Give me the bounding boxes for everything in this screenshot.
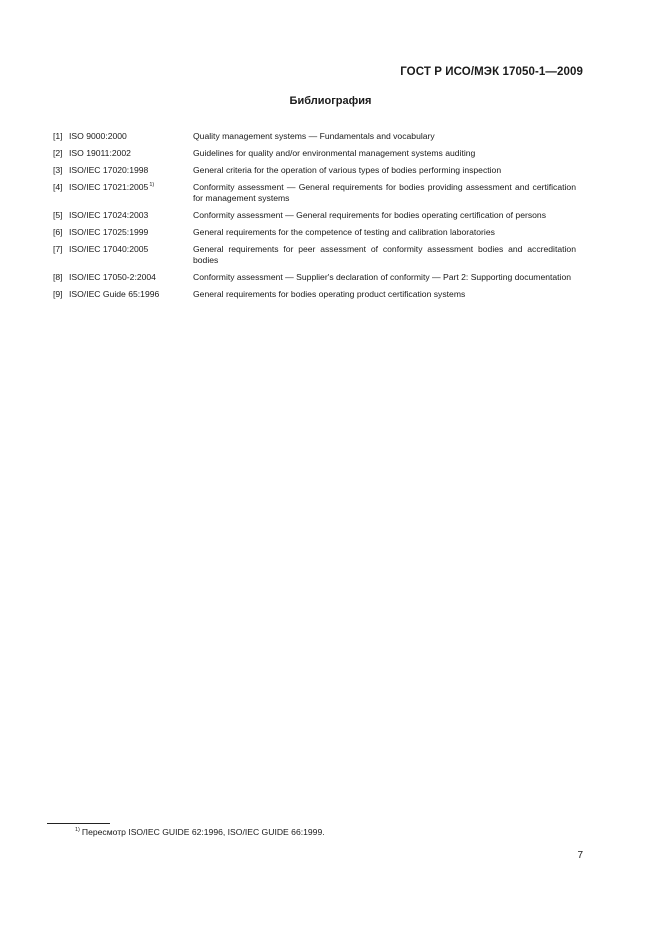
reference-number: [4] (53, 182, 63, 192)
reference-number: [9] (53, 289, 63, 299)
reference-code-text: ISO/IEC 17050-2:2004 (69, 272, 156, 282)
reference-code (69, 182, 193, 204)
reference-number: [7] (53, 244, 63, 254)
reference-item (53, 131, 576, 142)
reference-code (69, 131, 193, 142)
reference-code (69, 244, 193, 266)
reference-title: Conformity assessment — General requirements for bodies providing assessment and certification for management systems (193, 182, 576, 203)
page-number: 7 (577, 850, 583, 861)
reference-number: [2] (53, 148, 63, 158)
reference-title: Quality management systems — Fundamentals and vocabulary (193, 131, 435, 141)
reference-code-text: ISO/IEC 17024:2003 (69, 210, 149, 220)
reference-item (53, 182, 576, 204)
reference-item (53, 227, 576, 238)
footnote-separator (47, 823, 110, 824)
footnote-marker: 1) (149, 182, 155, 188)
reference-title: General requirements for peer assessment of conformity assessment bodies and accreditation bodies (193, 244, 576, 265)
reference-code-text: ISO/IEC Guide 65:1996 (69, 289, 160, 299)
reference-code (69, 165, 193, 176)
reference-title: General requirements for the competence of testing and calibration laboratories (193, 227, 495, 237)
reference-code-text: ISO/IEC 17040:2005 (69, 244, 149, 254)
reference-number: [5] (53, 210, 63, 220)
reference-code-text: ISO 19011:2002 (69, 148, 131, 158)
reference-code (69, 289, 193, 300)
reference-title: Conformity assessment — General requirements for bodies operating certification of persons (193, 210, 546, 220)
bibliography-title: Библиография (289, 95, 372, 107)
reference-title: General requirements for bodies operating product certification systems (193, 289, 466, 299)
footnote-mark: 1) (75, 827, 80, 833)
reference-code (69, 210, 193, 221)
reference-item (53, 289, 576, 300)
reference-code (69, 148, 193, 159)
reference-item (53, 210, 576, 221)
reference-item (53, 244, 576, 266)
reference-number: [8] (53, 272, 63, 282)
reference-code-text: ISO/IEC 17025:1999 (69, 227, 149, 237)
reference-item (53, 272, 576, 283)
reference-title: Conformity assessment — Supplier's declaration of conformity — Part 2: Supporting documentation (193, 272, 572, 282)
reference-number: [6] (53, 227, 63, 237)
reference-title: General criteria for the operation of various types of bodies performing inspection (193, 165, 502, 175)
reference-code-text: ISO/IEC 17020:1998 (69, 165, 149, 175)
reference-item (53, 165, 576, 176)
reference-number: [3] (53, 165, 63, 175)
document-code: ГОСТ Р ИСО/МЭК 17050-1—2009 (400, 66, 583, 78)
reference-number: [1] (53, 131, 63, 141)
reference-title: Guidelines for quality and/or environmental management systems auditing (193, 148, 476, 158)
bibliography-list (53, 131, 576, 306)
footnote-text: Пересмотр ISO/IEC GUIDE 62:1996, ISO/IEC GUIDE 66:1999. (81, 827, 325, 837)
reference-code (69, 227, 193, 238)
reference-code (69, 272, 193, 283)
footnote (75, 827, 325, 838)
reference-code-text: ISO 9000:2000 (69, 131, 127, 141)
reference-code-text: ISO/IEC 17021:2005 (69, 182, 149, 192)
reference-item (53, 148, 576, 159)
